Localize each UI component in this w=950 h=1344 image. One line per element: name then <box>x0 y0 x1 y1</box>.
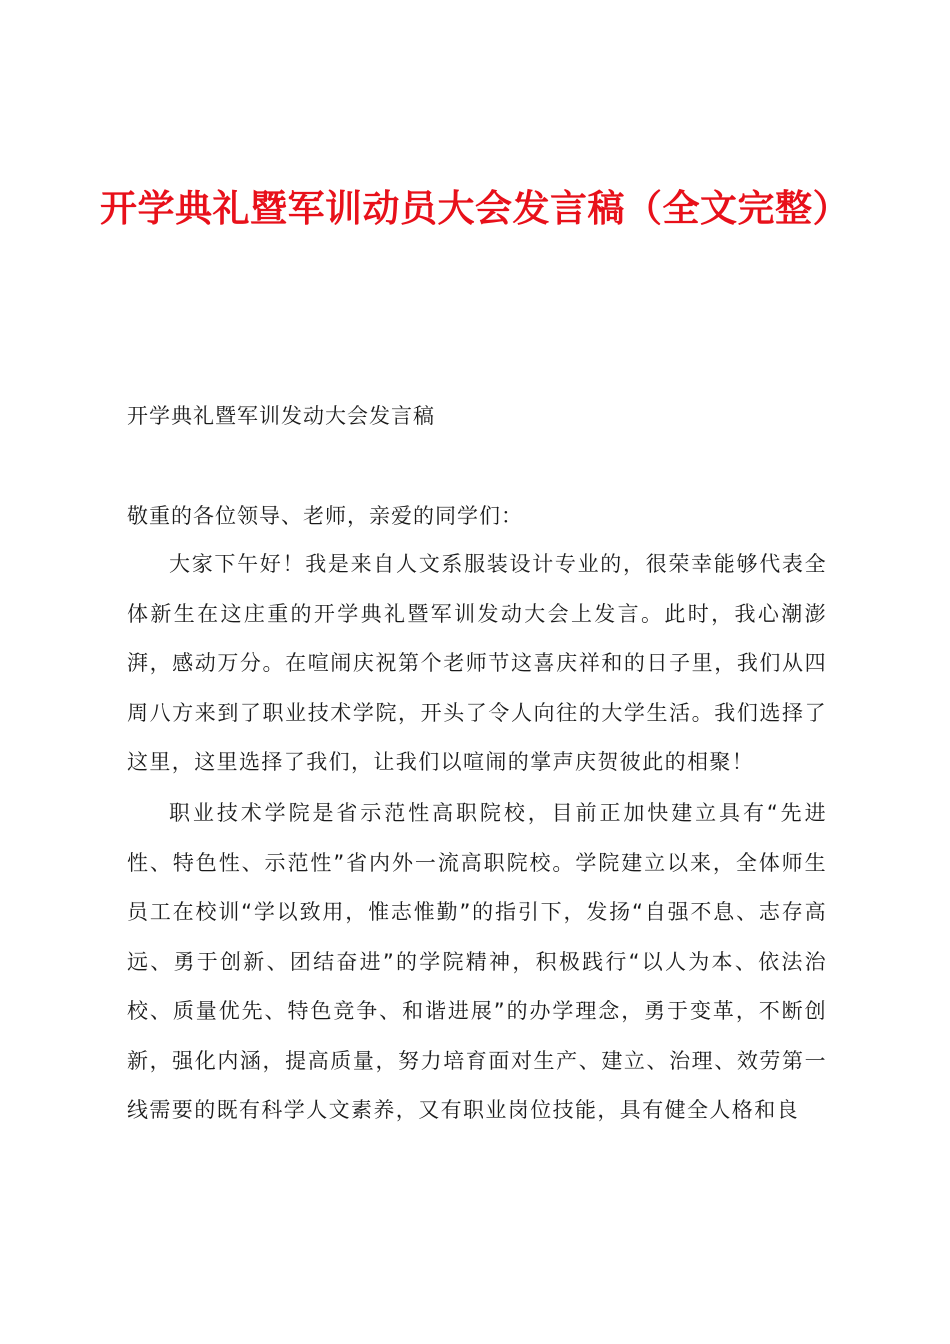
greeting-line: 敬重的各位领导、老师，亲爱的同学们： <box>127 504 523 528</box>
document-subtitle: 开学典礼暨军训发动大会发言稿 <box>127 404 435 428</box>
body-paragraph-2: 职业技术学院是省示范性高职院校，目前正加快建立具有“先进性、特色性、示范性”省内外一流高职院校。学院建立以来，全体师生员工在校训“学以致用，惟志惟勤”的指引下，发扬“自强不息、志存高远、勇于创新、团结奋进”的学院精神，积极践行“以人为本、依法治校、质量优先、特色竞争、和谐进展”的办学理念，勇于变革，不断创新，强化内涵，提高质量，努力培育面对生产、建立、治理、效劳第一线需要的既有科学人文素养，又有职业岗位技能，具有健全人格和良 <box>127 801 827 1122</box>
document-title: 开学典礼暨军训动员大会发言稿（全文完整） <box>100 186 850 230</box>
body-paragraph-1: 大家下午好！我是来自人文系服装设计专业的，很荣幸能够代表全体新生在这庄重的开学典礼暨军训发动大会上发言。此时，我心潮澎湃，感动万分。在喧闹庆祝第个老师节这喜庆祥和的日子里，我们从四周八方来到了职业技术学院，开头了令人向往的大学生活。我们选择了这里，这里选择了我们，让我们以喧闹的掌声庆贺彼此的相聚！ <box>127 552 827 774</box>
